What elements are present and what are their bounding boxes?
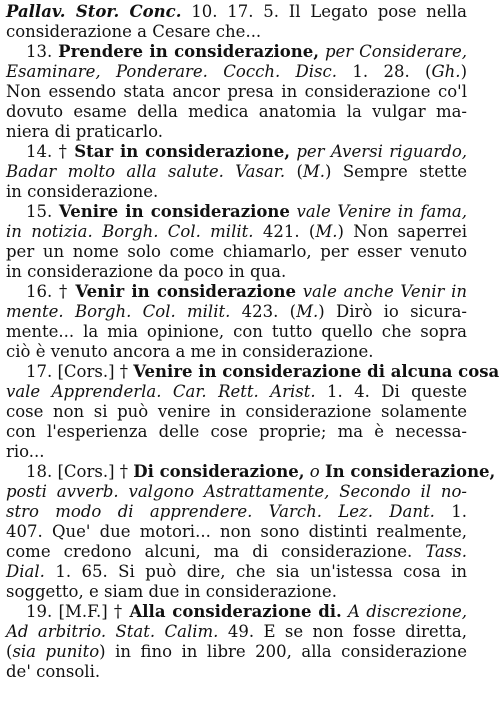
italic-text: Gh.: [431, 62, 461, 81]
text-run: per un nome solo come chiamarlo, per esser venuto: [6, 242, 467, 261]
headword: Di considerazione,: [133, 462, 305, 481]
text-line: [6, 122, 467, 142]
text-line: [6, 222, 467, 242]
text-line: [6, 142, 467, 162]
text-run: ) Dirò io sicura-: [318, 302, 467, 321]
text-line: [6, 522, 467, 542]
text-run: 18. [Cors.] †: [26, 462, 134, 481]
italic-text: M.: [296, 302, 319, 321]
text-line: [6, 562, 467, 582]
text-line: [6, 62, 467, 82]
italic-text: stro modo di apprendere. Varch. Lez. Dant.: [6, 502, 435, 521]
italic-text: sia punito: [12, 642, 100, 661]
text-run: 17. [Cors.] †: [26, 362, 134, 381]
text-run: 407. Que' due motori... non sono distinti realmente,: [6, 522, 467, 541]
italic-text: vale Venire in fama,: [289, 202, 468, 221]
text-run: in considerazione.: [6, 182, 159, 201]
text-run: Non essendo stata ancor presa in considerazione co'l: [6, 82, 467, 101]
text-run: ) Non saperrei: [337, 222, 468, 241]
text-run: ciò è venuto ancora a me in considerazione.: [6, 342, 374, 361]
text-line: [6, 502, 467, 522]
text-run: rio...: [6, 442, 45, 461]
text-run: de' consoli.: [6, 662, 101, 681]
italic-text: Tass.: [425, 542, 467, 561]
headword: Venire in considerazione: [58, 202, 290, 221]
text-line: [6, 22, 467, 42]
text-line: [6, 342, 467, 362]
italic-text: vale anche Venir in: [295, 282, 467, 301]
headword: Venire in considerazione di alcuna cosa: [133, 362, 499, 381]
text-run: 14. †: [26, 142, 75, 161]
text-line: [6, 362, 499, 382]
text-run: 49. E se non fosse diretta,: [218, 622, 468, 641]
italic-text: Ad arbitrio. Stat. Calim.: [6, 622, 219, 641]
italic-text: A discrezione,: [341, 602, 467, 621]
text-line: [6, 42, 467, 62]
text-line: [6, 182, 467, 202]
headword: Prendere in considerazione,: [58, 42, 320, 61]
text-run: in considerazione da poco in qua.: [6, 262, 287, 281]
text-line: [6, 202, 467, 222]
text-run: 13.: [26, 42, 59, 61]
text-run: mente... la mia opinione, con tutto quello che sopra: [6, 322, 467, 341]
text-run: con l'esperienza delle cose proprie; ma è necessa-: [6, 422, 467, 441]
text-run: ) in fino in libre 200, alla considerazione: [99, 642, 468, 661]
text-run: 421. (: [253, 222, 316, 241]
text-line: [6, 162, 467, 182]
italic-text: Dial.: [6, 562, 45, 581]
text-run: 1. 65. Si può dire, che sia un'istessa cosa in: [44, 562, 467, 581]
text-run: ): [460, 62, 467, 81]
text-line: [6, 602, 467, 622]
text-run: come credono alcuni, ma di considerazione.: [6, 542, 426, 561]
text-run: 1.: [434, 502, 467, 521]
text-run: ) Sempre stette: [325, 162, 468, 181]
headword: Venir in considerazione: [75, 282, 296, 301]
text-run: considerazione a Cesare che...: [6, 22, 262, 41]
text-line: [6, 422, 467, 442]
text-run: soggetto, e siam due in considerazione.: [6, 582, 337, 601]
text-line: [6, 2, 467, 22]
italic-text: posti avverb. valgono Astrattamente, Secondo il no-: [6, 482, 467, 501]
text-line: [6, 282, 467, 302]
italic-text: per Aversi riguardo,: [290, 142, 468, 161]
text-line: [6, 242, 467, 262]
text-line: [6, 482, 467, 502]
headword: Star in considerazione,: [74, 142, 291, 161]
text-run: cose non si può venire in considerazione solamente: [6, 402, 467, 421]
italic-text: in notizia. Borgh. Col. milit.: [6, 222, 254, 241]
text-run: 423. (: [230, 302, 297, 321]
text-run: 19. [M.F.] †: [26, 602, 130, 621]
italic-text: M.: [302, 162, 326, 181]
text-line: [6, 442, 467, 462]
italic-text: o: [304, 462, 325, 481]
text-run: (: [6, 642, 13, 661]
italic-text: M.: [315, 222, 338, 241]
text-line: [6, 662, 467, 682]
text-line: [6, 582, 467, 602]
headword: Alla considerazione di.: [129, 602, 342, 621]
text-run: (: [285, 162, 303, 181]
entry-text: [6, 2, 499, 682]
text-run: dovuto esame della medica anatomia la vulgar ma-: [6, 102, 467, 121]
text-line: [6, 82, 467, 102]
text-line: [6, 382, 467, 402]
text-run: 1. 28. (: [337, 62, 432, 81]
headword: In considerazione,: [324, 462, 496, 481]
text-run: 1. 4. Di queste: [315, 382, 467, 401]
italic-text: vale Apprenderla. Car. Rett. Arist.: [6, 382, 316, 401]
italic-text: per Considerare,: [319, 42, 467, 61]
text-run: niera di praticarlo.: [6, 122, 164, 141]
italic-text: Pallav. Stor. Conc.: [6, 2, 182, 21]
text-line: [6, 642, 467, 662]
text-line: [6, 622, 467, 642]
text-line: [6, 262, 467, 282]
text-line: [6, 462, 496, 482]
italic-text: Esaminare, Ponderare. Cocch. Disc.: [6, 62, 338, 81]
text-line: [6, 542, 467, 562]
text-line: [6, 322, 467, 342]
text-run: 10. 17. 5. Il Legato pose nella: [181, 2, 467, 21]
text-run: 15.: [26, 202, 59, 221]
italic-text: mente. Borgh. Col. milit.: [6, 302, 231, 321]
text-line: [6, 302, 467, 322]
text-run: 16. †: [26, 282, 76, 301]
text-line: [6, 102, 467, 122]
italic-text: Badar molto alla salute. Vasar.: [6, 162, 286, 181]
text-line: [6, 402, 467, 422]
